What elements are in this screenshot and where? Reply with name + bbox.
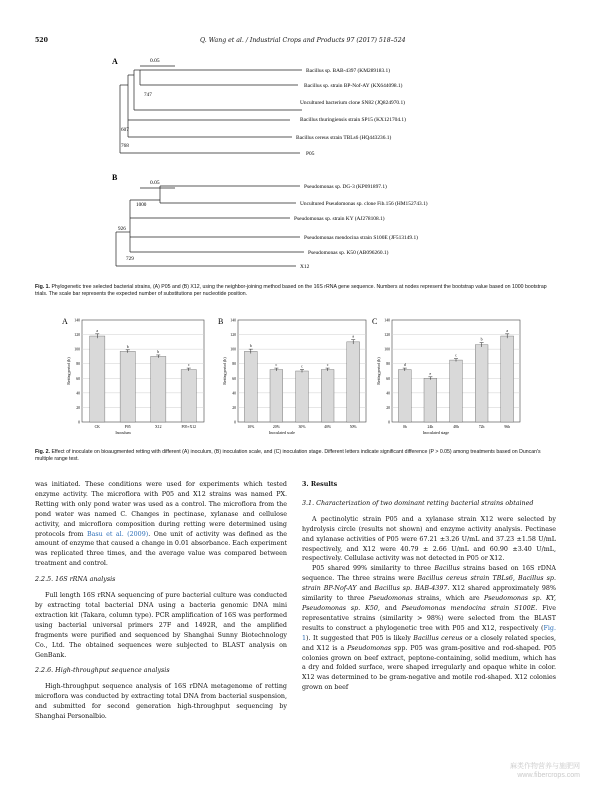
tree-b-taxon: Pseudomonas sp. strain KY (AJ278108.1) [294,216,385,222]
bar [450,360,463,422]
significance-letter: b [480,337,483,342]
significance-letter: c [455,353,457,358]
bar [151,356,166,422]
bar [181,370,196,422]
x-tick-label: 24h [427,425,434,429]
bar [90,336,105,422]
tree-a-taxon: Bacillus sp. strain BP-Nof-AY (KX644098.1) [304,83,403,89]
significance-letter: c [301,364,303,369]
significance-letter: a [96,328,99,333]
bar [475,345,488,422]
x-axis-label: Inoculated stage [422,430,450,435]
tree-a-taxon: Uncultured bacterium clone SN82 (JQ824970.1) [300,100,405,106]
y-tick-label: 60 [386,376,390,381]
watermark-line: www.fibercrops.com [517,772,580,779]
tree-b-branches [116,186,304,266]
panel-label: A [62,317,68,326]
text-run: Bacillus cereus [413,634,463,642]
figure-2-caption-text: Effect of inoculate on bioaugmented retting with different (A) inoculum, (B) inoculation scale, and (C) inoculation stage. Different letters indicate significant difference (P > 0.05) among treatments based on Duncan's multiple range test. [35,449,541,463]
paragraph: High-throughput sequence analysis of 16S rDNA metagenome of retting microflora was conducted by extracting total DNA from bacterial suspension, and submitted for second generation high-throughput sequencing by Shanghai Personalbio. [35,683,287,721]
text-run: ). It suggested that P05 is likely [306,634,414,642]
figure-1-caption [35,284,557,299]
citation-link-basu-2009[interactable]: Basu et al. (2009) [86,530,149,538]
tree-a-panel-label: A [112,57,118,66]
x-tick-label: 48h [453,425,459,429]
text-run: Five representative strains (similarity > 98%) were selected from the BLAST results to construct a phylogenetic tree with P05 and X12, respectively ( [302,604,556,632]
text-run: Pseudomonas [347,644,392,652]
significance-letter: a [506,328,509,333]
paragraph [302,564,556,693]
y-tick-label: 140 [230,318,236,323]
text-run: strains, which are [412,595,485,603]
left-column [35,480,287,722]
y-axis-label: Retting period (h) [67,357,71,385]
section-heading: 3. Results [302,481,338,488]
significance-letter: e [429,371,432,376]
y-tick-label: 100 [74,347,80,352]
tree-b-panel-label: B [112,173,118,182]
figure-2-caption [35,449,557,464]
bar [120,351,135,422]
figure-1-caption-label: Fig. 1. [35,284,50,290]
x-tick-label: 30% [298,425,306,429]
y-tick-label: 140 [74,318,80,323]
tree-b-taxon: Pseudomonas sp. K50 (AB096260.1) [308,250,389,256]
x-tick-label: 50% [349,425,357,429]
right-column [302,480,556,693]
running-header: Q. Wang et al. / Industrial Crops and Products 97 (2017) 518–524 [200,37,406,44]
paragraph [35,480,287,569]
figure-1-caption-text: Phylogenetic tree selected bacterial strains, (A) P05 and (B) X12, using the neighbor-joining method based on the 16S rRNA gene sequence. Numbers at nodes represent the bootstrap value based on 1000 bootstrap trials. The scale bar represents the expected number of substitutions per nucleotide position. [35,284,547,298]
tree-b-taxon: Uncultured Pseudomonas sp. clone Fib.156 (HM152743.1) [300,201,428,207]
text-run: or a closely related species, and X12 is a [302,634,557,652]
tree-a-taxon: P05 [306,151,315,157]
y-tick-label: 80 [232,362,236,367]
page-number: 520 [35,37,48,44]
paragraph: A pectinolytic strain P05 and a xylanase strain X12 were selected by hydrolysis circle (results not shown) and enzyme activity analysis. Pectinase and xylanase activities of P05 were 67.21 ±3.26 U/mL and 37.23 ±1.58 U/mL respectively, and X12 were 40.79 ± 2.66 U/mL and 60.90 ±3.40 U/mL, respectively. Cellulase activity was not detected in P05 or X12. [302,515,556,563]
y-tick-label: 40 [386,391,390,396]
tree-b-bootstrap: 1000 [136,202,147,208]
y-tick-label: 120 [230,333,236,338]
bar [347,342,360,422]
y-tick-label: 20 [76,405,80,410]
significance-letter: c [187,363,190,368]
text-run: Pseudomonas sp. KY, Pseudomonas sp. K50, [302,595,556,612]
tree-b-scale-label: 0.05 [150,180,160,186]
text-run: P05 shared 99% similarity to three [312,565,435,573]
x-tick-label: X12 [154,425,162,429]
watermark [470,762,580,780]
x-tick-label: 96h [504,425,511,429]
tree-a-taxon: Bacillus thuringiensis strain SP15 (KX121704.1) [300,117,406,123]
tree-a-bootstrap: 768 [121,143,129,149]
y-tick-label: 20 [232,405,236,410]
panel-label: B [218,317,224,326]
subsection-heading: 3.1. Characterization of two dominant retting bacterial strains obtained [302,499,534,507]
y-tick-label: 40 [232,391,236,396]
x-tick-label: 0h [402,425,407,429]
y-tick-label: 20 [386,405,390,410]
y-tick-label: 120 [384,333,390,338]
text-run: Bacillus sp. BAB-4397. [374,585,450,593]
text-run: X12 shared approximately 98% similarity to three [302,585,556,603]
y-tick-label: 80 [76,362,80,367]
text-run: Pseudomonas mendocina strain S100E. [401,604,538,612]
significance-letter: d [403,363,406,368]
significance-letter: b [157,349,160,354]
text-run: Pseudomonas [368,595,413,603]
text-run: and [379,604,402,612]
significance-letter: b [249,344,252,349]
bar [296,371,309,422]
subsection-heading: 2.2.6. High-throughput sequence analysis [35,667,170,675]
text-run: and [356,585,375,593]
bar [424,378,437,422]
watermark-line: 麻类作物营养与施肥网 [510,763,580,770]
x-tick-label: CK [94,425,100,429]
x-axis-label: Inoculum [115,430,131,435]
bar [501,336,514,422]
tree-b-taxon: X12 [300,264,310,270]
tree-b-bootstrap: 729 [126,256,134,262]
figure-1-phylogenetic-trees [0,0,595,280]
tree-b-taxon: Pseudomonas sp. DG-3 (KP091897.1) [304,184,387,190]
figure-2-caption-label: Fig. 2. [35,449,50,455]
bar [270,370,283,422]
tree-b-bootstrap: 926 [118,226,126,232]
x-tick-label: P05 [124,425,131,429]
bar [398,370,411,422]
y-tick-label: 60 [232,376,236,381]
bar [244,351,257,422]
tree-a-bootstrap: 747 [144,92,152,98]
text-run: . One unit of activity was defined as the amount of enzyme that caused a change in 0.01 absorbance. Each experiment was replicated three times, and the average value was compared between treatment and control. [35,530,288,568]
y-axis-label: Retting period (h) [377,357,381,385]
x-tick-label: 10% [247,425,255,429]
tree-a-taxon: Bacillus sp. BAB-4397 (KM289183.1) [306,68,391,74]
y-tick-label: 60 [76,376,80,381]
significance-letter: a [352,334,355,339]
x-tick-label: 20% [272,425,280,429]
y-tick-label: 140 [384,318,390,323]
y-tick-label: 0 [234,420,236,425]
y-tick-label: 100 [230,347,236,352]
tree-b-taxon: Pseudomonas mendocina strain S100E (JF513149.1) [304,235,418,241]
significance-letter: c [326,363,329,368]
significance-letter: b [126,344,129,349]
y-tick-label: 0 [388,420,390,425]
x-tick-label: 40% [324,425,332,429]
tree-a-taxon: Bacillus cereus strain TBLs6 (HQ443236.1) [296,135,392,141]
significance-letter: c [275,363,278,368]
figure-2-bar-charts [0,310,595,445]
y-tick-label: 40 [76,391,80,396]
tree-a-scale-label: 0.05 [150,58,160,64]
figure-link-fig1[interactable]: Fig. 1 [302,624,556,642]
y-tick-label: 120 [74,333,80,338]
y-tick-label: 80 [386,362,390,367]
paragraph: Full length 16S rRNA sequencing of pure bacterial culture was conducted by extracting total bacterial DNA using a bacteria genomic DNA mini extraction kit (Takara, column type). PCR amplification of 16S was performed using bacterial universal primers 27F and 1492R, and the amplified fragments were purified and sequenced by Shanghai Sunny Biotechnology Co., Ltd. The obtained sequences were subjected to BLAST analysis on GenBank. [35,592,287,659]
text-run: strains based on 16S rDNA sequence. The three strains were [302,565,556,583]
y-axis-label: Retting period (h) [223,357,227,385]
tree-a-branches [120,66,302,153]
bar [321,370,334,422]
subsection-heading: 2.2.5. 16S rRNA analysis [35,576,116,584]
x-tick-label: 72h [478,425,485,429]
text-run: was initiated. These conditions were used for experiments which tested enzyme activity. The microflora with P05 and X12 strains was named PX. Retting with only pond water was used as a control. The microflora from the pond water was named C. Changes in pectinase, xylanase and cellulose activity, and microflora composition during retting were determined using protocols from [35,481,287,538]
y-tick-label: 100 [384,347,390,352]
text-run: spp. P05 was gram-positive and rod-shaped. P05 colonies grown on beef extract, peptone-containing, solid medium, which has a dry and folded surface, were shaped irregularly and opaque white in color. X12 was determined to be gram-negative and motile rod-shaped. X12 colonies grown on beef [302,644,557,692]
text-run: Bacillus [434,565,460,573]
y-tick-label: 0 [78,420,80,425]
x-axis-label: Inoculated scale [269,430,295,435]
text-run: Bacillus cereus strain TBLs6, Bacillus sp. strain BP-Nof-AY [302,575,556,593]
x-tick-label: P05+X12 [181,425,197,429]
tree-a-bootstrap: 607 [121,127,129,133]
panel-label: C [372,317,378,326]
